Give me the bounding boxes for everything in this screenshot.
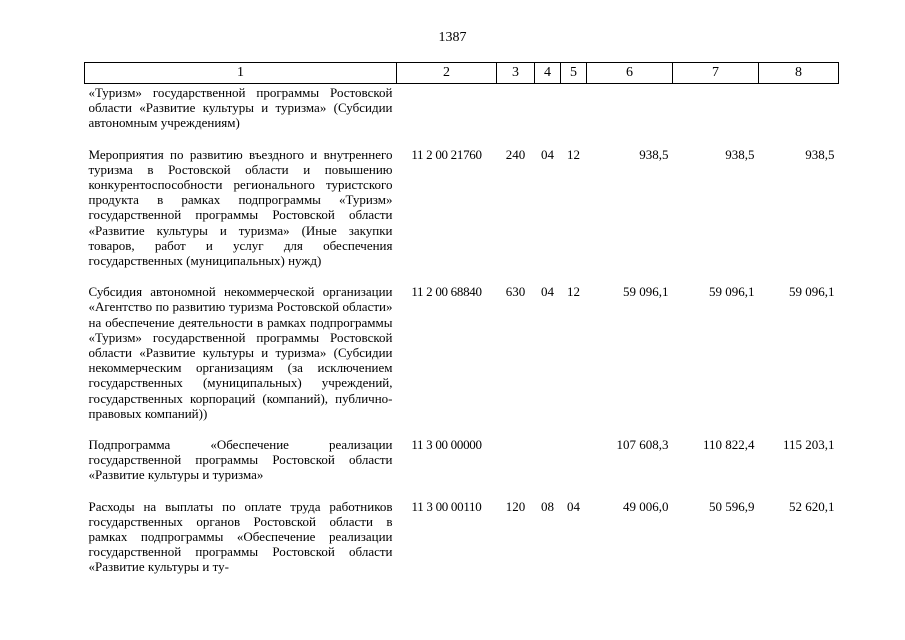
row-pr: 12 [567, 146, 580, 162]
table-row [85, 147, 839, 269]
column-header: 6 [587, 63, 673, 84]
table-row [85, 84, 839, 131]
row-description: Субсидия автономной некоммерческой организации «Агентство по развитию туризма Ростовской области» на обеспечение деятельности в рамках подпрограммы «Туризм» государственной программы Ростовской области «Развитие культуры и туризма» (Субсидии некоммерческим организациям (за исключением государственных (муниципальных) учреждений, государственных корпораций (компаний), публично-правовых компаний)) [88, 284, 393, 421]
row-year2 [673, 84, 759, 131]
row-year3: 59 096,1 [789, 284, 835, 300]
column-header: 2 [397, 63, 497, 84]
row-year3 [759, 84, 839, 131]
row-year2: 110 822,4 [702, 437, 755, 453]
row-code: 11 2 00 68840 [411, 284, 482, 300]
row-description: «Туризм» государственной программы Ростовской области «Развитие культуры и туризма» (Субсидии автономным учреждениям) [88, 85, 393, 131]
row-year2: 50 596,9 [709, 498, 755, 514]
row-pr [561, 437, 587, 483]
table-row [85, 437, 839, 483]
table-row [85, 284, 839, 421]
row-vr: 630 [505, 284, 526, 300]
row-pr [561, 84, 587, 131]
row-code [397, 84, 497, 131]
table-header-row [85, 63, 839, 84]
row-year1 [587, 84, 673, 131]
row-rz: 04 [541, 146, 554, 162]
row-vr: 120 [505, 498, 526, 514]
column-header: 8 [759, 63, 839, 84]
row-year2: 938,5 [725, 146, 755, 162]
row-description: Подпрограмма «Обеспечение реализации государственной программы Ростовской области «Развитие культуры и туризма» [88, 437, 393, 483]
row-year1: 49 006,0 [623, 498, 669, 514]
table-row [85, 499, 839, 575]
row-rz [535, 437, 561, 483]
row-pr: 12 [567, 284, 580, 300]
column-header: 1 [85, 63, 397, 84]
column-header: 5 [561, 63, 587, 84]
column-header: 7 [673, 63, 759, 84]
row-code: 11 3 00 00000 [411, 437, 482, 453]
column-header: 4 [535, 63, 561, 84]
row-year1: 107 608,3 [616, 437, 669, 453]
row-vr [497, 437, 535, 483]
row-year1: 938,5 [639, 146, 669, 162]
budget-table [84, 62, 839, 575]
row-vr [497, 84, 535, 131]
row-year3: 938,5 [805, 146, 835, 162]
row-year2: 59 096,1 [709, 284, 755, 300]
row-year1: 59 096,1 [623, 284, 669, 300]
row-description: Расходы на выплаты по оплате труда работников государственных органов Ростовской области в рамках подпрограммы «Обеспечение реализации государственной программы Ростовской области «Развитие культуры и ту- [88, 498, 393, 575]
row-year3: 115 203,1 [782, 437, 835, 453]
row-year3: 52 620,1 [789, 498, 835, 514]
row-rz: 08 [541, 498, 554, 514]
row-vr: 240 [505, 146, 526, 162]
page-number: 1387 [438, 30, 467, 45]
row-pr: 04 [567, 498, 580, 514]
row-description: Мероприятия по развитию въездного и внутреннего туризма в Ростовской области и повышению конкурентоспособности регионального туристского продукта в рамках подпрограммы «Туризм» государственной программы Ростовской области «Развитие культуры и туризма» (Иные закупки товаров, работ и услуг для обеспечения государственных (муниципальных) нужд) [88, 146, 393, 269]
row-code: 11 3 00 00110 [411, 498, 482, 514]
column-header: 3 [497, 63, 535, 84]
row-rz: 04 [541, 284, 554, 300]
row-code: 11 2 00 21760 [411, 146, 482, 162]
row-rz [535, 84, 561, 131]
